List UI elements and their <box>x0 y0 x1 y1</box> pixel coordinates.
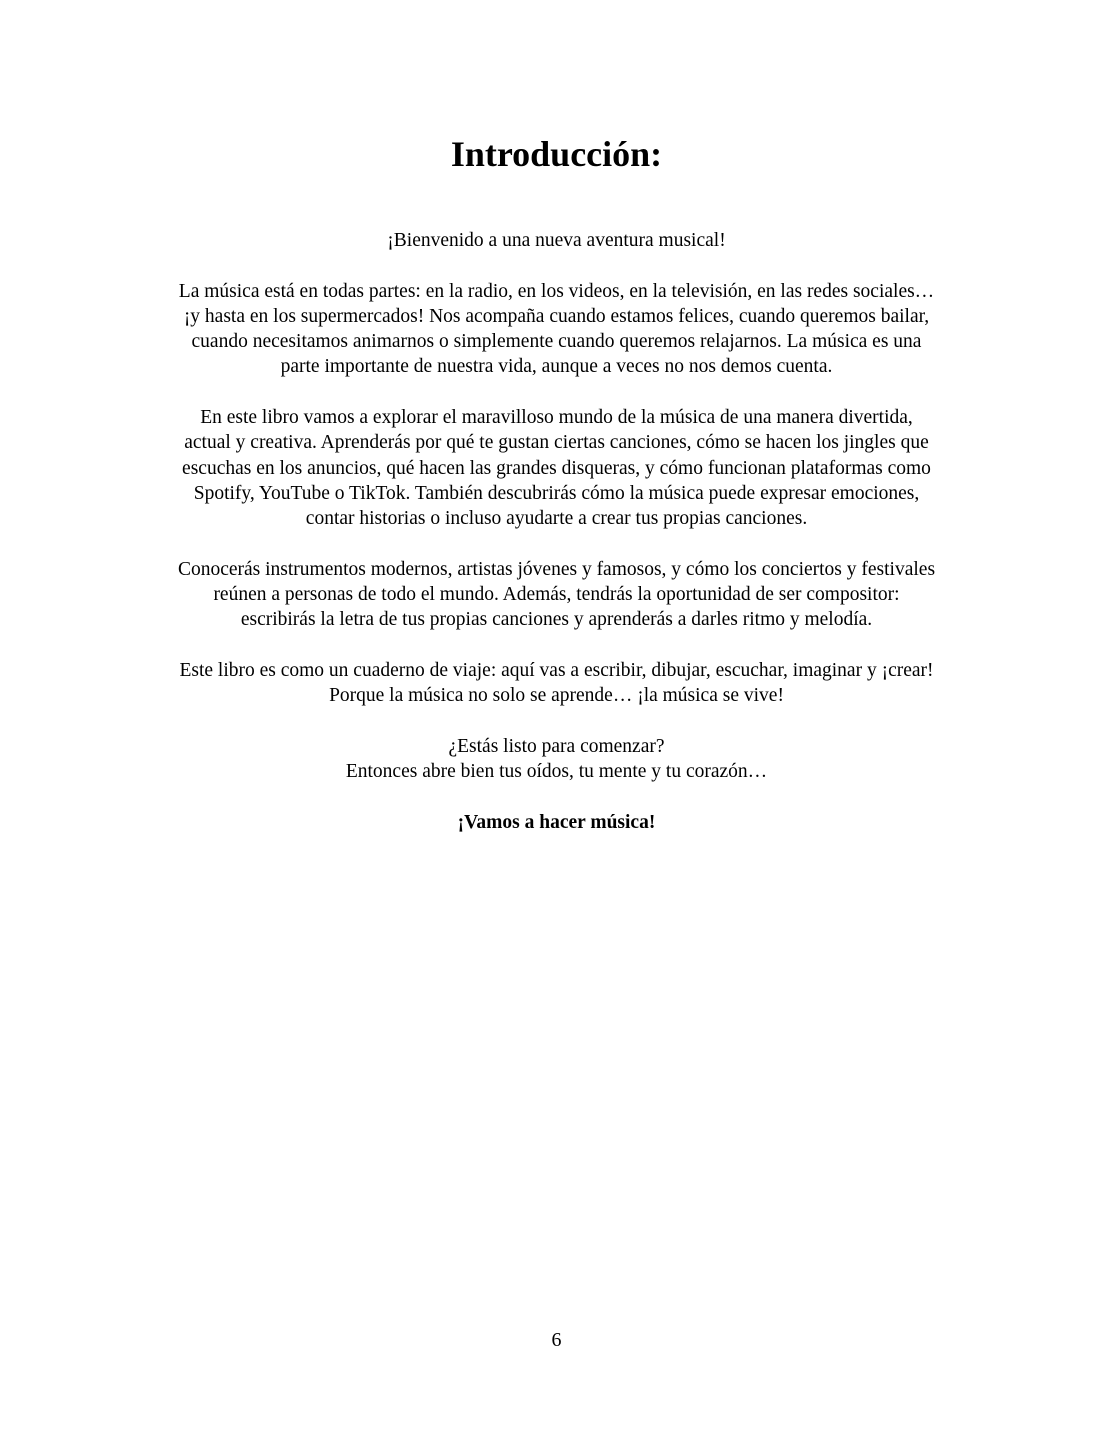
text-line: La música está en todas partes: en la radio, en los videos, en la televisión, en las redes sociales… <box>178 280 935 302</box>
closing-text: ¡Vamos a hacer música! <box>457 811 656 833</box>
paragraph-welcome <box>100 228 1013 253</box>
text-line: Conocerás instrumentos modernos, artistas jóvenes y famosos, y cómo los conciertos y festivales <box>177 558 936 580</box>
text-line: Spotify, YouTube o TikTok. También descubrirás cómo la música puede expresar emociones, <box>193 482 920 504</box>
text-line: Porque la música no solo se aprende… ¡la música se vive! <box>329 685 784 707</box>
text-line: contar historias o incluso ayudarte a crear tus propias canciones. <box>305 508 808 530</box>
text-line: ¡Bienvenido a una nueva aventura musical! <box>387 230 726 251</box>
text-line: parte importante de nuestra vida, aunque a veces no nos demos cuenta. <box>280 356 833 378</box>
text-line: escuchas en los anuncios, qué hacen las grandes disqueras, y cómo funcionan plataformas como <box>182 457 931 479</box>
text-line: escribirás la letra de tus propias canciones y aprenderás a darles ritmo y melodía. <box>240 609 873 631</box>
paragraph-ready <box>100 734 1013 785</box>
intro-body <box>100 228 1013 860</box>
text-line: ¿Estás listo para comenzar? <box>448 735 665 757</box>
closing-line <box>100 810 1013 835</box>
paragraph-book-explore <box>100 405 1013 531</box>
paragraph-music-everywhere <box>100 279 1013 380</box>
page-title: Introducción: <box>450 134 663 174</box>
paragraph-instruments <box>100 557 1013 633</box>
text-line: actual y creativa. Aprenderás por qué te gustan ciertas canciones, cómo se hacen los jingles que <box>184 432 929 454</box>
text-line: Entonces abre bien tus oídos, tu mente y tu corazón… <box>345 761 768 783</box>
paragraph-travel-notebook <box>100 658 1013 709</box>
text-line: ¡y hasta en los supermercados! Nos acompaña cuando estamos felices, cuando queremos bailar, <box>183 305 930 327</box>
text-line: reúnen a personas de todo el mundo. Además, tendrás la oportunidad de ser compositor: <box>213 584 900 606</box>
text-line: Este libro es como un cuaderno de viaje: aquí vas a escribir, dibujar, escuchar, imaginar y ¡crear! <box>179 660 934 682</box>
text-line: cuando necesitamos animarnos o simplemente cuando queremos relajarnos. La música es una <box>191 331 922 353</box>
text-line: En este libro vamos a explorar el maravilloso mundo de la música de una manera divertida, <box>200 407 913 429</box>
page-number: 6 <box>551 1329 562 1351</box>
